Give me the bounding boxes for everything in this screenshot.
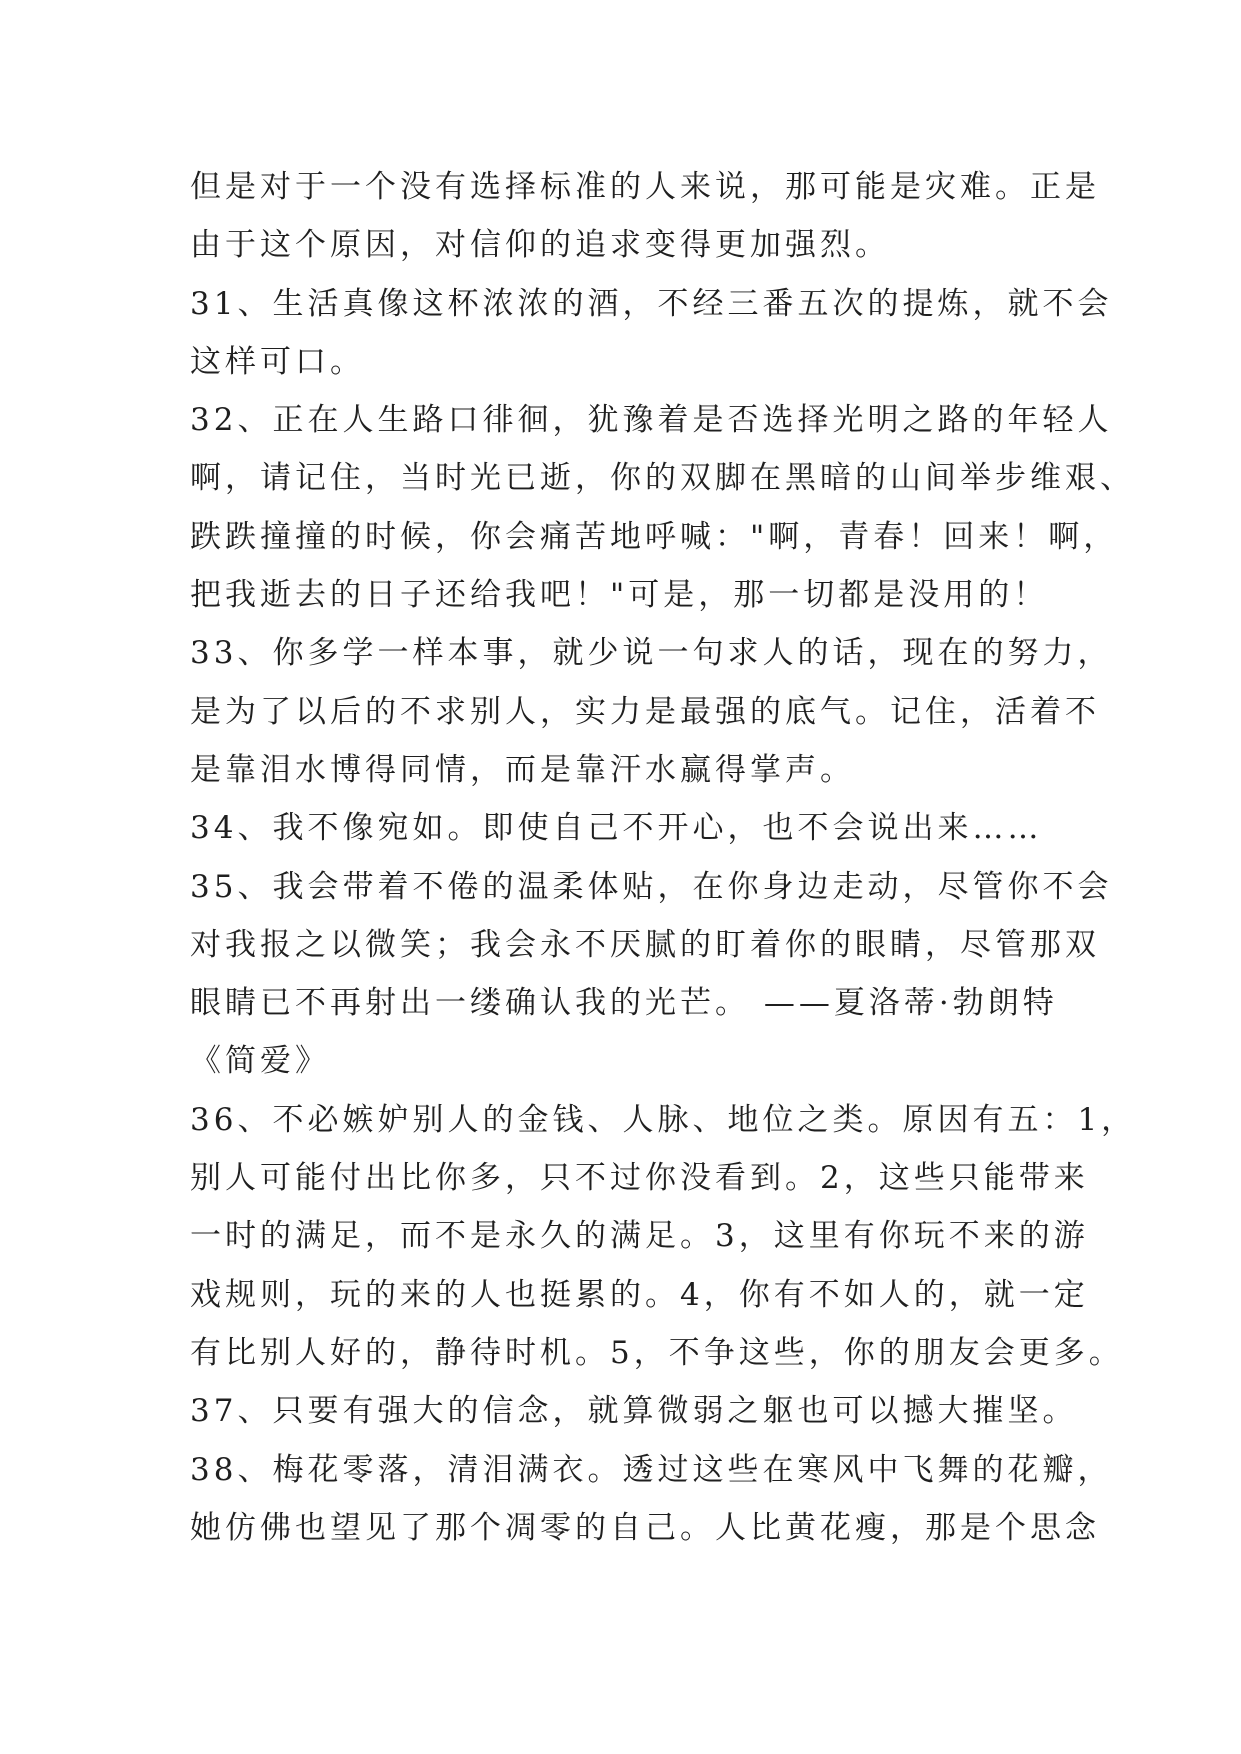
text-line: 一时的满足，而不是永久的满足。3，这里有你玩不来的游 xyxy=(190,1218,1089,1255)
text-line: 33、你多学一样本事，就少说一句求人的话，现在的努力， xyxy=(190,635,1113,672)
text-line: 眼睛已不再射出一缕确认我的光芒。 ——夏洛蒂·勃朗特 xyxy=(190,985,1058,1022)
text-line: 把我逝去的日子还给我吧！"可是，那一切都是没用的！ xyxy=(190,577,1049,614)
text-line: 但是对于一个没有选择标准的人来说，那可能是灾难。正是 xyxy=(190,169,1100,205)
text-line: 31、生活真像这杯浓浓的酒，不经三番五次的提炼，就不会 xyxy=(190,285,1113,322)
text-line: 34、我不像宛如。即使自己不开心，也不会说出来…… xyxy=(190,810,1043,847)
text-line: 是为了以后的不求别人，实力是最强的底气。记住，活着不 xyxy=(190,693,1100,730)
text-line: 是靠泪水博得同情，而是靠汗水赢得掌声。 xyxy=(190,751,855,788)
text-line: 有比别人好的，静待时机。5，不争这些，你的朋友会更多。 xyxy=(190,1334,1124,1371)
text-line: 戏规则，玩的来的人也挺累的。4，你有不如人的，就一定 xyxy=(190,1276,1089,1313)
body-text xyxy=(190,158,1137,1557)
text-line: 35、我会带着不倦的温柔体贴，在你身边走动，尽管你不会 xyxy=(190,868,1113,905)
text-line: 38、梅花零落，清泪满衣。透过这些在寒风中飞舞的花瓣， xyxy=(190,1451,1113,1488)
text-line: 32、正在人生路口徘徊，犹豫着是否选择光明之路的年轻人 xyxy=(190,402,1113,439)
text-line: 对我报之以微笑；我会永不厌腻的盯着你的眼睛，尽管那双 xyxy=(190,926,1100,963)
text-line: 《简爱》 xyxy=(190,1043,330,1080)
text-line: 啊，请记住，当时光已逝，你的双脚在黑暗的山间举步维艰、 xyxy=(190,460,1135,497)
text-line: 37、只要有强大的信念，就算微弱之躯也可以撼大摧坚。 xyxy=(190,1393,1078,1430)
text-line: 她仿佛也望见了那个凋零的自己。人比黄花瘦，那是个思念 xyxy=(190,1509,1100,1546)
text-line: 别人可能付出比你多，只不过你没看到。2，这些只能带来 xyxy=(190,1160,1089,1197)
text-line: 这样可口。 xyxy=(190,343,365,380)
text-line: 由于这个原因，对信仰的追求变得更加强烈。 xyxy=(190,227,890,264)
text-line: 36、不必嫉妒别人的金钱、人脉、地位之类。原因有五：1， xyxy=(190,1101,1137,1138)
text-line: 跌跌撞撞的时候，你会痛苦地呼喊："啊，青春！回来！啊， xyxy=(190,518,1119,555)
